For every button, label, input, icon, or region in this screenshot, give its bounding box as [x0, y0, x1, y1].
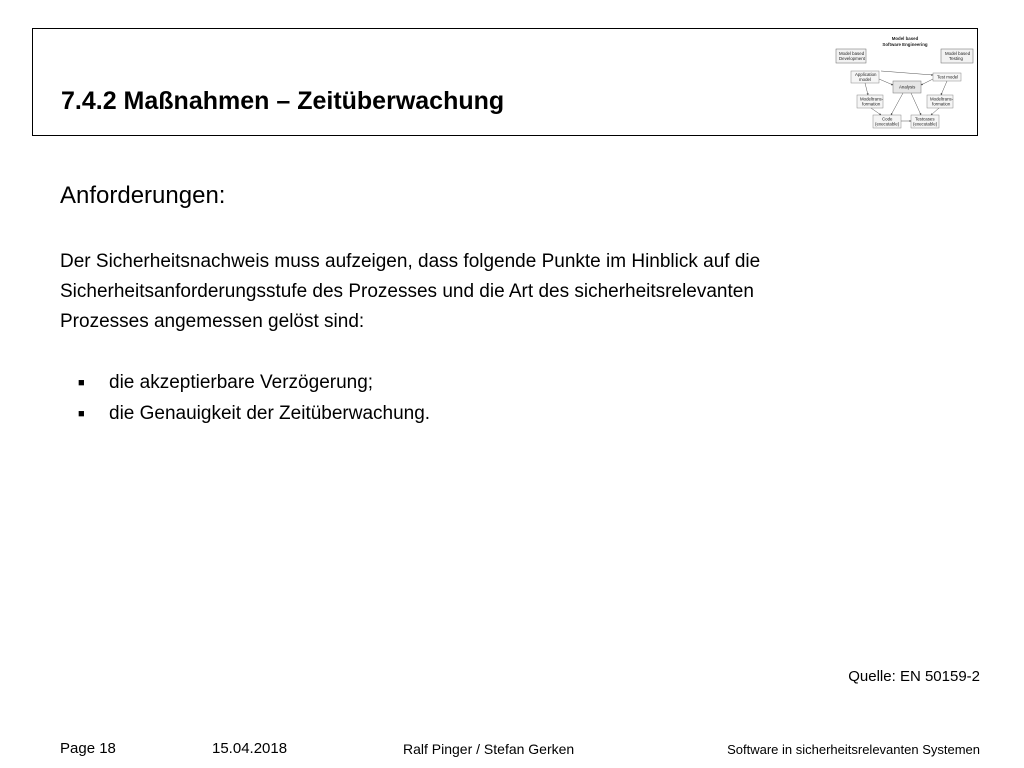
thumb-trans-right-1: Modeltrans-: [930, 96, 954, 102]
thumb-code-1: Code: [882, 116, 893, 122]
list-item-text: die Genauigkeit der Zeitüberwachung.: [109, 403, 431, 424]
mbse-diagram: [835, 35, 975, 131]
thumb-trans-left-2: formation: [862, 101, 881, 107]
thumb-test-label-1: Model based: [945, 51, 971, 56]
paragraph-line: Sicherheitsanforderungsstufe des Prozesses und die Art des sicherheitsrelevanten: [60, 281, 754, 302]
footer-page-number: Page 18: [60, 740, 116, 757]
thumb-test-model: Test model: [937, 74, 959, 80]
requirement-list: [78, 367, 430, 429]
square-bullet-icon: ■: [78, 377, 85, 389]
thumb-analysis: Analysis: [899, 84, 916, 90]
thumb-dev-label-2: Development: [839, 56, 865, 61]
paragraph-line: Prozesses angemessen gelöst sind:: [60, 311, 365, 332]
footer-course-title: Software in sicherheitsrelevanten Systemen: [727, 742, 980, 757]
thumb-app-model-1: Application: [855, 72, 877, 77]
section-subheading: Anforderungen:: [60, 182, 226, 209]
thumb-code-2: (executable): [875, 121, 900, 127]
title-box: [32, 28, 978, 136]
mbse-diagram-thumbnail: [835, 35, 975, 131]
slide-title: 7.4.2 Maßnahmen – Zeitüberwachung: [61, 87, 505, 115]
thumb-app-model-2: model: [859, 77, 871, 82]
requirement-paragraph: [60, 247, 960, 337]
paragraph-line: Der Sicherheitsnachweis muss aufzeigen, dass folgende Punkte im Hinblick auf die: [60, 251, 761, 272]
square-bullet-icon: ■: [78, 408, 85, 420]
footer-authors: Ralf Pinger / Stefan Gerken: [403, 741, 575, 757]
thumb-top-label-2: Software Engineering: [882, 42, 928, 47]
thumb-test-label-2: Testing: [949, 56, 963, 61]
list-item: [78, 398, 430, 429]
thumb-tests-2: (executable): [913, 121, 938, 127]
list-item: [78, 367, 430, 398]
thumb-dev-label-1: Model based: [839, 51, 865, 56]
thumb-top-label-1: Model based: [891, 36, 919, 41]
source-citation: Quelle: EN 50159-2: [848, 668, 980, 685]
thumb-trans-left-1: Modeltrans-: [860, 96, 884, 102]
thumb-tests-1: Testcases: [915, 116, 935, 122]
list-item-text: die akzeptierbare Verzögerung;: [109, 372, 374, 393]
footer-date: 15.04.2018: [212, 740, 288, 757]
thumb-trans-right-2: formation: [932, 101, 951, 107]
